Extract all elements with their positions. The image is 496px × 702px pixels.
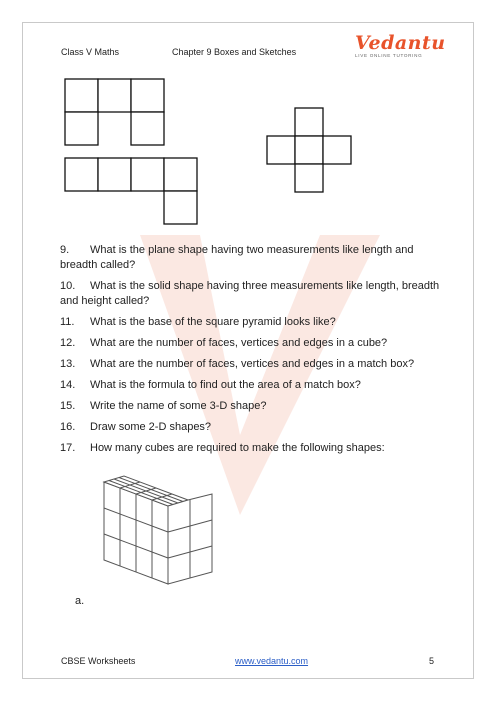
cube-net-figure-3 <box>266 107 352 193</box>
cube-net-figure-2 <box>64 157 200 227</box>
question-number: 11. <box>60 316 75 328</box>
question-item <box>60 279 440 309</box>
header-chapter: Chapter 9 Boxes and Sketches <box>172 47 297 57</box>
net-square <box>131 79 164 112</box>
question-number: 17. <box>60 442 76 454</box>
question-item <box>60 243 440 273</box>
stacked-cubes-figure <box>96 474 222 592</box>
net-square <box>131 112 164 145</box>
question-item <box>60 399 440 414</box>
question-text: What is the solid shape having three measurements like length, breadth and height called? <box>60 280 440 307</box>
question-item <box>60 420 440 435</box>
question-text: How many cubes are required to make the following shapes: <box>90 442 385 454</box>
question-item <box>60 336 440 351</box>
net-square <box>295 136 323 164</box>
vedantu-logo <box>355 32 446 58</box>
question-number: 13. <box>60 358 76 370</box>
question-list <box>60 243 440 462</box>
net-square <box>164 158 197 191</box>
logo-tagline: LIVE ONLINE TUTORING <box>355 53 423 58</box>
question-number: 14. <box>60 379 76 391</box>
logo-text: Vedantu <box>355 32 446 54</box>
net-square <box>65 112 98 145</box>
question-number: 10. <box>60 280 76 292</box>
question-text: What is the plane shape having two measurements like length and breadth called? <box>60 244 414 271</box>
question-number: 15. <box>60 400 76 412</box>
question-text: Draw some 2-D shapes? <box>90 421 212 433</box>
question-number: 12. <box>60 337 76 349</box>
question-number: 9. <box>60 244 70 256</box>
question-text: What are the number of faces, vertices and edges in a cube? <box>90 337 388 349</box>
net-square <box>164 191 197 224</box>
net-square <box>295 108 323 136</box>
net-square <box>98 79 131 112</box>
net-square <box>295 164 323 192</box>
footer-source: CBSE Worksheets <box>61 656 136 666</box>
question-text: What is the formula to find out the area of a match box? <box>90 379 361 391</box>
question-item <box>60 357 440 372</box>
question-text: What are the number of faces, vertices and edges in a match box? <box>90 358 415 370</box>
figure-label-a: a. <box>75 595 85 607</box>
net-square <box>65 158 98 191</box>
net-square <box>131 158 164 191</box>
question-item <box>60 441 440 456</box>
net-square <box>267 136 295 164</box>
question-item <box>60 378 440 393</box>
question-item <box>60 315 440 330</box>
page-number: 5 <box>429 656 435 666</box>
question-text: Write the name of some 3-D shape? <box>90 400 267 412</box>
question-number: 16. <box>60 421 76 433</box>
header-subject: Class V Maths <box>61 47 120 57</box>
net-square <box>98 158 131 191</box>
net-square <box>65 79 98 112</box>
question-text: What is the base of the square pyramid looks like? <box>90 316 336 328</box>
footer-website-link[interactable]: www.vedantu.com <box>235 656 309 666</box>
net-square <box>323 136 351 164</box>
